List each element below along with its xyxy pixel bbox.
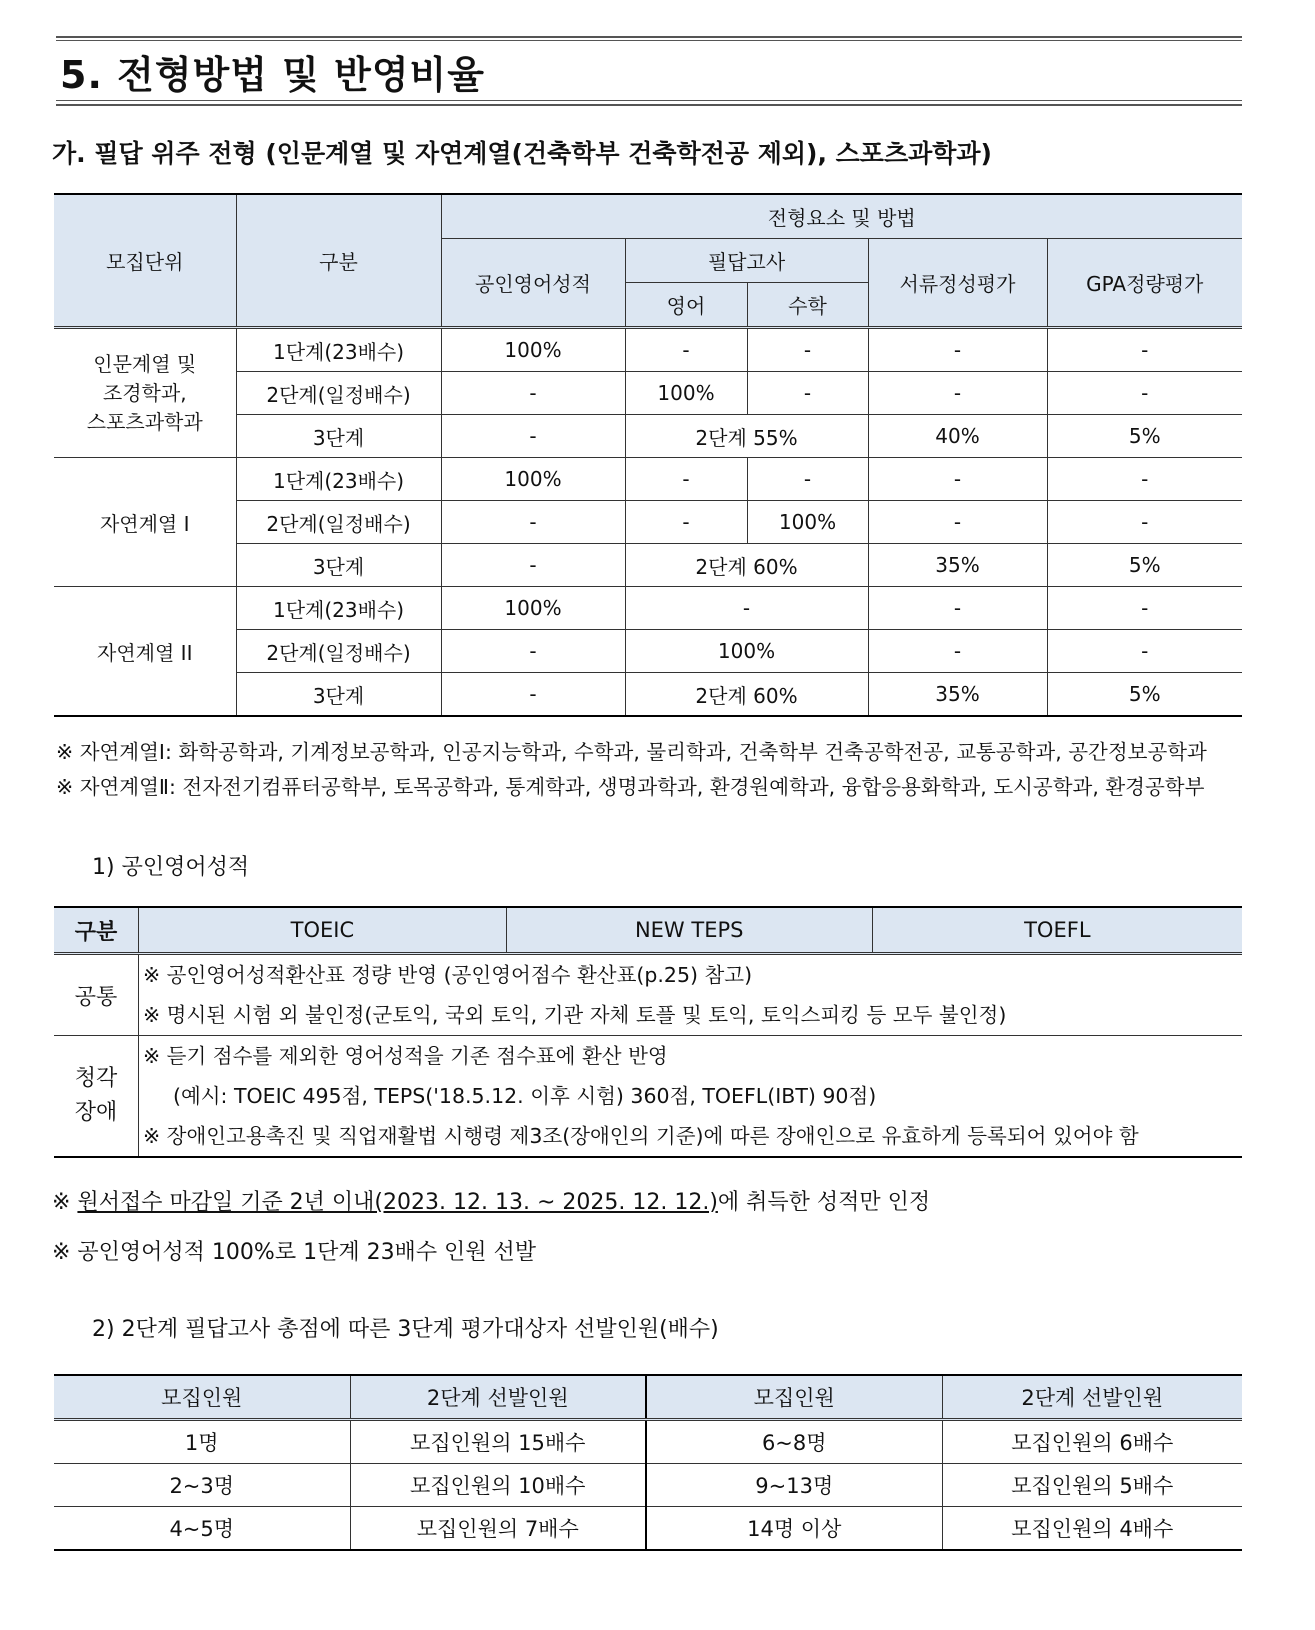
cell: 100% bbox=[441, 328, 625, 372]
cell: 5% bbox=[1047, 415, 1242, 458]
selection-multiplier-table bbox=[54, 1374, 1242, 1551]
header-english: 공인영어성적 bbox=[441, 239, 625, 328]
cell: - bbox=[625, 501, 747, 544]
cell: 1단계(23배수) bbox=[236, 458, 441, 501]
cell: 100% bbox=[625, 630, 868, 673]
admission-method-table bbox=[54, 193, 1242, 717]
cell: - bbox=[868, 630, 1047, 673]
header-eng: 영어 bbox=[625, 283, 747, 328]
header-elements: 전형요소 및 방법 bbox=[441, 194, 1242, 239]
table-row bbox=[54, 587, 1242, 630]
common-line-2: ※ 명시된 시험 외 불인정(군토익, 국외 토익, 기관 자체 토플 및 토익, 토익스피킹 등 모두 불인정) bbox=[142, 1003, 1007, 1027]
title-top-rule-2 bbox=[56, 40, 1242, 41]
cell: - bbox=[868, 587, 1047, 630]
cell: - bbox=[747, 372, 868, 415]
header-quota: 모집인원 bbox=[54, 1375, 350, 1420]
english-score-table bbox=[54, 906, 1242, 1158]
header-selection: 2단계 선발인원 bbox=[350, 1375, 646, 1420]
cell: - bbox=[441, 501, 625, 544]
title-bottom-rule-2 bbox=[56, 104, 1242, 106]
note-valid-period: ※ 원서접수 마감일 기준 2년 이내(2023. 12. 13. ~ 2025. 12. 12.)에 취득한 성적만 인정 bbox=[52, 1190, 931, 1215]
section-2-title: 2) 2단계 필답고사 총점에 따른 3단계 평가대상자 선발인원(배수) bbox=[92, 1317, 719, 1342]
header-division: 구분 bbox=[54, 907, 138, 954]
cell: - bbox=[625, 587, 868, 630]
cell: 3단계 bbox=[236, 544, 441, 587]
table-row bbox=[54, 1036, 1242, 1158]
cell: 35% bbox=[868, 544, 1047, 587]
cell: - bbox=[441, 630, 625, 673]
cell: - bbox=[625, 458, 747, 501]
cell: 100% bbox=[747, 501, 868, 544]
cell: 2단계(일정배수) bbox=[236, 372, 441, 415]
cell: - bbox=[747, 458, 868, 501]
cell: 2단계(일정배수) bbox=[236, 630, 441, 673]
cell: 5% bbox=[1047, 544, 1242, 587]
common-line-1: ※ 공인영어성적환산표 정량 반영 (공인영어점수 환산표(p.25) 참고) bbox=[142, 963, 753, 987]
cell: 모집인원의 4배수 bbox=[942, 1507, 1242, 1551]
cell: - bbox=[868, 372, 1047, 415]
cell: 100% bbox=[441, 587, 625, 630]
header-quota: 모집인원 bbox=[646, 1375, 942, 1420]
cell: - bbox=[625, 328, 747, 372]
cell: - bbox=[868, 458, 1047, 501]
header-toeic: TOEIC bbox=[138, 907, 506, 954]
section-subtitle: 가. 필답 위주 전형 (인문계열 및 자연계열(건축학부 건축학전공 제외), 스포츠과학과) bbox=[52, 139, 992, 168]
cell: 모집인원의 6배수 bbox=[942, 1420, 1242, 1464]
cell: 9~13명 bbox=[646, 1464, 942, 1507]
hearing-line-3: ※ 장애인고용촉진 및 직업재활법 시행령 제3조(장애인의 기준)에 따른 장애인으로 유효하게 등록되어 있어야 함 bbox=[142, 1124, 1139, 1148]
unit-natural-2: 자연계열 II bbox=[54, 587, 236, 717]
cell: - bbox=[1047, 458, 1242, 501]
page-title: 5. 전형방법 및 반영비율 bbox=[60, 53, 485, 97]
header-toefl: TOEFL bbox=[872, 907, 1242, 954]
cell: 40% bbox=[868, 415, 1047, 458]
note-natural-1: ※ 자연계열Ⅰ: 화학공학과, 기계정보공학과, 인공지능학과, 수학과, 물리학과, 건축학부 건축공학전공, 교통공학과, 공간정보공학과 bbox=[56, 740, 1207, 764]
header-math: 수학 bbox=[747, 283, 868, 328]
title-bottom-rule bbox=[56, 100, 1242, 101]
cell: - bbox=[441, 415, 625, 458]
header-selection: 2단계 선발인원 bbox=[942, 1375, 1242, 1420]
section-1-title: 1) 공인영어성적 bbox=[92, 855, 250, 880]
cell: - bbox=[1047, 501, 1242, 544]
common-content bbox=[138, 954, 1242, 1036]
unit-natural-1: 자연계열 I bbox=[54, 458, 236, 587]
table-row bbox=[54, 954, 1242, 1036]
cell: 1단계(23배수) bbox=[236, 587, 441, 630]
cell: - bbox=[1047, 372, 1242, 415]
hearing-line-2: (예시: TOEIC 495점, TEPS('18.5.12. 이후 시험) 360점, TOEFL(IBT) 90점) bbox=[172, 1084, 877, 1108]
cell: 2~3명 bbox=[54, 1464, 350, 1507]
table-row bbox=[54, 1507, 1242, 1551]
cell: - bbox=[868, 501, 1047, 544]
header-written-exam: 필답고사 bbox=[625, 239, 868, 283]
cell: 2단계 60% bbox=[625, 673, 868, 717]
cell: 2단계 55% bbox=[625, 415, 868, 458]
cell: 모집인원의 15배수 bbox=[350, 1420, 646, 1464]
cell: 5% bbox=[1047, 673, 1242, 717]
cell: 모집인원의 10배수 bbox=[350, 1464, 646, 1507]
cell: 모집인원의 5배수 bbox=[942, 1464, 1242, 1507]
note-stage1: ※ 공인영어성적 100%로 1단계 23배수 인원 선발 bbox=[52, 1240, 537, 1265]
cell: - bbox=[441, 673, 625, 717]
cell: - bbox=[441, 372, 625, 415]
cell: 1명 bbox=[54, 1420, 350, 1464]
cell: - bbox=[441, 544, 625, 587]
common-label: 공통 bbox=[54, 954, 138, 1036]
cell: 100% bbox=[625, 372, 747, 415]
cell: 3단계 bbox=[236, 415, 441, 458]
cell: 2단계 60% bbox=[625, 544, 868, 587]
cell: 4~5명 bbox=[54, 1507, 350, 1551]
cell: 100% bbox=[441, 458, 625, 501]
cell: 3단계 bbox=[236, 673, 441, 717]
header-gpa: GPA정량평가 bbox=[1047, 239, 1242, 328]
cell: 14명 이상 bbox=[646, 1507, 942, 1551]
hearing-line-1: ※ 듣기 점수를 제외한 영어성적을 기존 점수표에 환산 반영 bbox=[142, 1044, 668, 1068]
table-row bbox=[54, 328, 1242, 372]
hearing-disability-label: 청각 장애 bbox=[54, 1036, 138, 1158]
header-division: 구분 bbox=[236, 194, 441, 328]
cell: - bbox=[1047, 587, 1242, 630]
cell: - bbox=[868, 328, 1047, 372]
hearing-content bbox=[138, 1036, 1242, 1158]
table-row bbox=[54, 1420, 1242, 1464]
cell: - bbox=[1047, 630, 1242, 673]
note-natural-2: ※ 자연계열Ⅱ: 전자전기컴퓨터공학부, 토목공학과, 통계학과, 생명과학과, 환경원예학과, 융합응용화학과, 도시공학과, 환경공학부 bbox=[56, 775, 1205, 799]
cell: - bbox=[747, 328, 868, 372]
cell: 35% bbox=[868, 673, 1047, 717]
table-row bbox=[54, 1464, 1242, 1507]
header-document: 서류정성평가 bbox=[868, 239, 1047, 328]
title-top-rule bbox=[56, 36, 1242, 38]
cell: - bbox=[1047, 328, 1242, 372]
table-row bbox=[54, 458, 1242, 501]
cell: 2단계(일정배수) bbox=[236, 501, 441, 544]
cell: 모집인원의 7배수 bbox=[350, 1507, 646, 1551]
cell: 6~8명 bbox=[646, 1420, 942, 1464]
header-teps: NEW TEPS bbox=[506, 907, 872, 954]
unit-humanities: 인문계열 및 조경학과, 스포츠과학과 bbox=[54, 328, 236, 458]
header-unit: 모집단위 bbox=[54, 194, 236, 328]
cell: 1단계(23배수) bbox=[236, 328, 441, 372]
